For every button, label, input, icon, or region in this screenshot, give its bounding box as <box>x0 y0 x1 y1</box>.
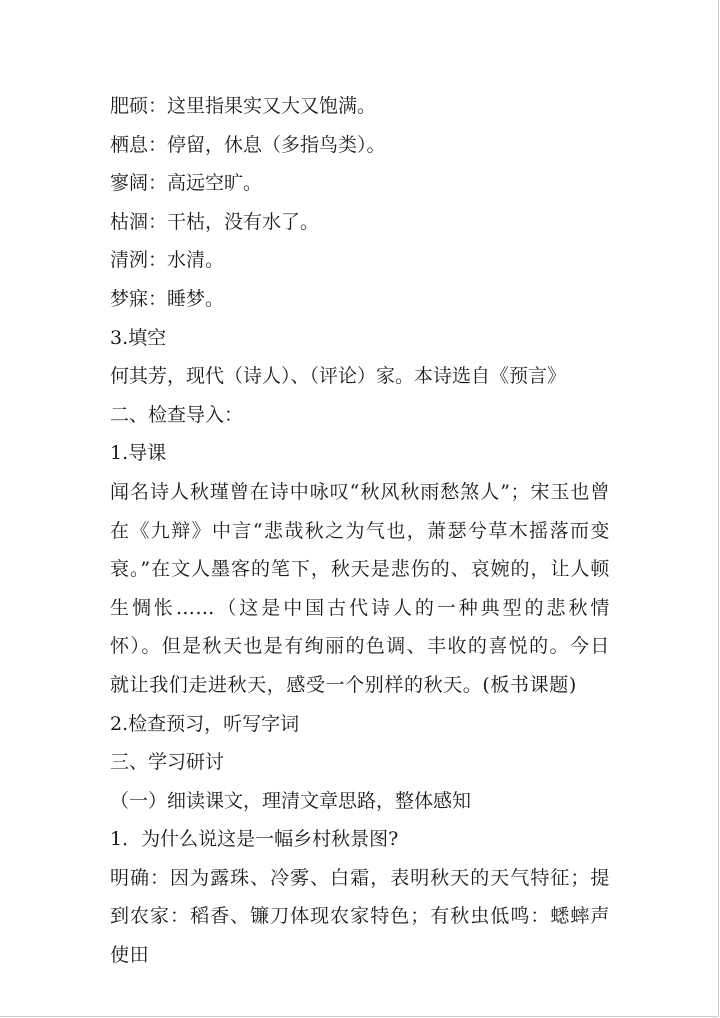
definition-line-liaokuo: 寥阔：高远空旷。 <box>110 172 263 195</box>
section-heading-check-intro: 二、检查导入： <box>110 403 244 426</box>
definition-line-feishuo: 肥硕：这里指果实又大又饱满。 <box>110 95 377 117</box>
fill-blank-answer: 何其芳，现代（诗人）、（评论）家。本诗选自《预言》 <box>110 365 567 388</box>
section-heading-study: 三、学习研讨 <box>110 751 225 774</box>
subheading-preview-dictation: 2.检查预习，听写字词 <box>110 712 300 735</box>
question-rural-autumn: 1．为什么说这是一幅乡村秋景图? <box>110 828 399 851</box>
answer-paragraph: 明确：因为露珠、冷雾、白霜，表明秋天的天气特征；提到农家：稻香、镰刀体现农家特色；有秋虫低鸣：蟋蟀声使田 <box>110 866 610 967</box>
intro-paragraph: 闻名诗人秋瑾曾在诗中咏叹“秋风秋雨愁煞人”；宋玉也曾在《九辩》中言“悲哉秋之为气也，萧瑟兮草木摇落而变衰。”在文人墨客的笔下，秋天是悲伤的、哀婉的，让人顿生惆怅……（这是中国古代诗人的一种典型的悲秋情怀）。但是秋天也是有绚丽的色调、丰收的喜悦的。今日就让我们走进秋天，感受一个别样的秋天。(板书课题) <box>110 480 610 696</box>
definition-line-qinglie: 清洌：水清。 <box>110 249 225 272</box>
document-body <box>110 87 610 975</box>
definition-line-kuhe: 枯涸：干枯，没有水了。 <box>110 210 320 233</box>
definition-line-mengmei: 梦寐：睡梦。 <box>110 287 225 310</box>
subheading-lesson-intro: 1.导课 <box>110 442 167 465</box>
subheading-read-carefully: （一）细读课文，理清文章思路，整体感知 <box>110 789 472 812</box>
definition-line-qixi: 栖息：停留，休息（多指鸟类）。 <box>110 133 386 156</box>
section-heading-fill-blank: 3.填空 <box>110 326 167 349</box>
